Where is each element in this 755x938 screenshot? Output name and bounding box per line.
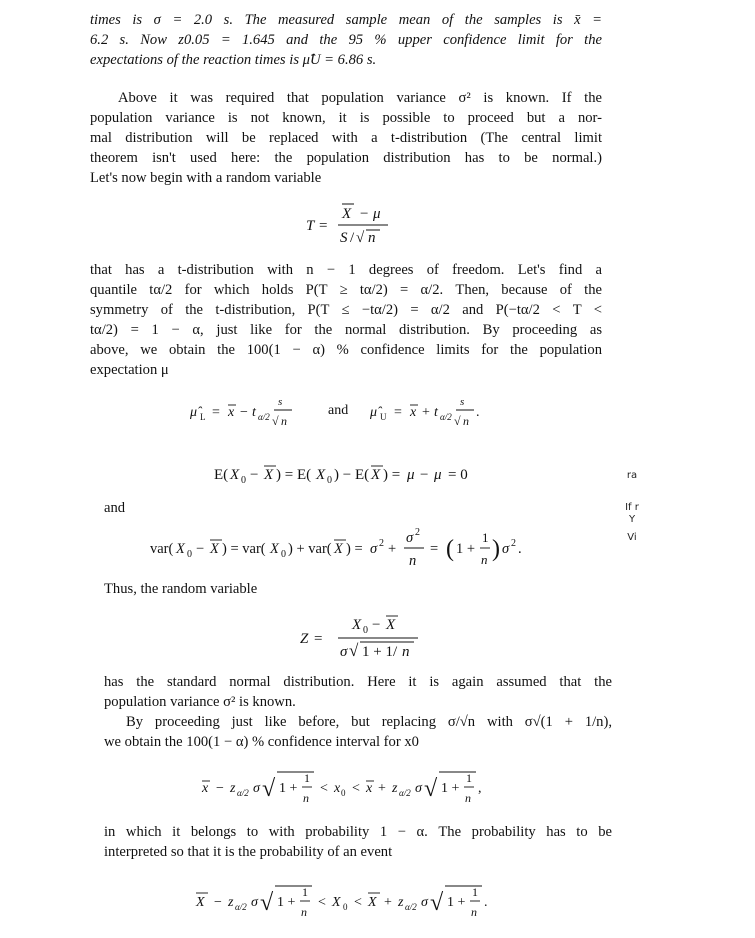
svg-text:=: = [212, 405, 220, 420]
svg-text:+: + [384, 895, 392, 910]
svg-text:0: 0 [341, 788, 346, 798]
svg-text:μ: μ [373, 206, 381, 222]
svg-text:μ: μ [407, 467, 415, 483]
svg-text:2: 2 [415, 527, 420, 538]
text-line: tα/2) = 1 − α, just like for the normal distribution. By proceeding as [90, 322, 602, 338]
svg-text:X: X [264, 467, 274, 483]
equation-interval-X0 [70, 876, 620, 928]
text-line: Let's now begin with a random variable [90, 170, 322, 186]
svg-text:<: < [352, 781, 360, 796]
svg-text:n: n [481, 552, 488, 567]
svg-text:−: − [214, 895, 222, 910]
edge-fragment: Vi [627, 532, 637, 543]
svg-text:X: X [352, 617, 362, 633]
svg-text:√: √ [356, 230, 365, 246]
svg-text:0: 0 [343, 902, 348, 912]
svg-text:=: = [314, 631, 323, 647]
svg-text:√: √ [430, 890, 444, 916]
svg-text:X: X [368, 895, 377, 910]
svg-text:n: n [463, 414, 469, 428]
svg-text:1: 1 [482, 530, 489, 545]
svg-text:−: − [420, 467, 429, 483]
and-text: and [104, 500, 126, 516]
svg-text:=: = [394, 405, 402, 420]
svg-text:X: X [371, 467, 381, 483]
svg-text:α/2: α/2 [235, 902, 247, 912]
svg-text:1: 1 [302, 885, 308, 899]
svg-text:.: . [484, 895, 488, 910]
text-line: By proceeding just like before, but replacing σ/√n with σ√(1 + 1/n), [126, 714, 612, 730]
svg-text:) + var(: ) + var( [288, 541, 332, 557]
text-line: expectations of the reaction times is μ̂U = 6.86 s. [90, 52, 377, 68]
svg-text:0: 0 [187, 549, 192, 560]
svg-text:μ̂: μ̂ [370, 405, 378, 420]
svg-text:1 +: 1 + [456, 541, 476, 557]
svg-text:X: X [332, 895, 341, 910]
t-distribution-paragraph [90, 260, 602, 380]
svg-text:−: − [240, 405, 248, 420]
svg-text:X: X [386, 617, 396, 633]
svg-text:σ: σ [253, 781, 260, 796]
text-line: symmetry of the t-distribution, P(T ≤ −tα/2) = α/2 and P(−tα/2 < T < [90, 302, 602, 318]
svg-text:) − E(: ) − E( [334, 467, 370, 483]
svg-text:L: L [200, 412, 206, 422]
equation-variance [70, 522, 620, 572]
svg-text:σ: σ [415, 781, 422, 796]
text-line: quantile tα/2 for which holds P(T ≥ tα/2) = α/2. Then, because of the [90, 282, 602, 298]
svg-text:1: 1 [466, 771, 472, 785]
svg-text:t: t [434, 405, 438, 420]
svg-text:α/2: α/2 [399, 788, 411, 798]
svg-text:1 +: 1 + [279, 781, 298, 796]
svg-text:and: and [328, 403, 349, 418]
svg-text:x: x [202, 781, 209, 796]
svg-text:n: n [368, 230, 376, 246]
svg-text:μ̂: μ̂ [190, 405, 198, 420]
edge-fragment: ra [626, 470, 638, 481]
svg-text:−: − [250, 467, 259, 483]
svg-text:1 +: 1 + [441, 781, 460, 796]
text-line: 6.2 s. Now z0.05 = 1.645 and the 95 % upper confidence limit for the [90, 32, 602, 48]
svg-text:σ: σ [502, 541, 510, 557]
text-line: mal distribution will be replaced with a t-distribution (The central limit [90, 130, 602, 146]
svg-text:x: x [334, 781, 341, 796]
svg-text:<: < [318, 895, 326, 910]
svg-text:σ: σ [406, 530, 414, 546]
svg-text:α/2: α/2 [440, 412, 452, 422]
svg-text:) = var(: ) = var( [222, 541, 266, 557]
svg-text:) =: ) = [383, 467, 401, 483]
svg-text:1: 1 [472, 885, 478, 899]
svg-text:,: , [478, 781, 482, 796]
svg-text:α/2: α/2 [237, 788, 249, 798]
text-line: interpreted so that it is the probability of an event [104, 844, 393, 860]
equation-t-limits [70, 392, 620, 438]
svg-text:1 +: 1 + [447, 895, 466, 910]
svg-text:n: n [402, 644, 410, 660]
svg-text:−: − [372, 617, 381, 633]
text-line: we obtain the 100(1 − α) % confidence interval for x0 [104, 734, 419, 750]
standard-normal-paragraph [104, 672, 612, 752]
svg-text:X: X [210, 541, 219, 557]
svg-text:x: x [410, 405, 417, 420]
svg-text:U: U [380, 412, 387, 422]
svg-text:) =: ) = [346, 541, 363, 557]
svg-text:X: X [176, 541, 185, 557]
svg-text:<: < [354, 895, 362, 910]
svg-text:X: X [316, 467, 326, 483]
text-line: times is σ = 2.0 s. The measured sample mean of the samples is x̄ = [90, 12, 602, 28]
svg-text:var(: var( [150, 541, 174, 557]
svg-text:t: t [252, 405, 256, 420]
svg-text:z: z [230, 781, 236, 796]
svg-text:s: s [460, 396, 465, 408]
text-line: population variance σ² is known. [104, 694, 296, 710]
svg-text:1 +: 1 + [277, 895, 296, 910]
svg-text:+: + [422, 405, 430, 420]
probability-paragraph [104, 822, 612, 862]
svg-text:α/2: α/2 [258, 412, 270, 422]
text-line: above, we obtain the 100(1 − α) % confidence limits for the population [90, 342, 602, 358]
edge-fragment: Y [628, 514, 636, 525]
svg-text:2: 2 [379, 538, 384, 549]
svg-text:√: √ [272, 414, 279, 428]
svg-text:n: n [281, 414, 287, 428]
svg-text:α/2: α/2 [405, 902, 417, 912]
svg-text:2: 2 [511, 538, 516, 549]
svg-text:) = E(: ) = E( [276, 467, 312, 483]
svg-text:μ: μ [434, 467, 442, 483]
svg-text:/: / [350, 230, 355, 246]
svg-text:−: − [360, 206, 369, 222]
text-line: population variance is not known, it is possible to proceed but a nor- [90, 110, 602, 126]
svg-text:T: T [306, 218, 315, 234]
svg-text:<: < [320, 781, 328, 796]
svg-text:σ: σ [421, 895, 428, 910]
unknown-variance-paragraph [90, 88, 602, 188]
svg-text:X: X [270, 541, 279, 557]
svg-text:−: − [216, 781, 224, 796]
svg-text:+: + [388, 541, 397, 557]
svg-text:.: . [518, 541, 522, 557]
svg-text:): ) [492, 536, 500, 562]
equation-expectation [70, 460, 620, 486]
text-line: in which it belongs to with probability 1 − α. The probability has to be [104, 824, 612, 840]
text-line: expectation μ [90, 362, 169, 378]
intro-paragraph [90, 10, 602, 70]
thus-text: Thus, the random variable [104, 581, 258, 597]
svg-text:x: x [228, 405, 235, 420]
svg-text:X: X [230, 467, 240, 483]
svg-text:1: 1 [304, 771, 310, 785]
svg-text:1 + 1/: 1 + 1/ [362, 644, 398, 660]
svg-text:−: − [196, 541, 205, 557]
svg-text:n: n [465, 791, 471, 805]
svg-text:=: = [430, 541, 439, 557]
svg-text:√: √ [262, 776, 276, 802]
svg-text:=: = [319, 218, 328, 234]
svg-text:0: 0 [327, 475, 332, 486]
text-line: has the standard normal distribution. Here it is again assumed that the [104, 674, 612, 690]
text-line: theorem isn't used here: the population distribution has to be normal.) [90, 150, 602, 166]
text-line: that has a t-distribution with n − 1 degrees of freedom. Let's find a [90, 262, 602, 278]
equation-interval-x0 [70, 762, 620, 812]
svg-text:√: √ [260, 890, 274, 916]
svg-text:n: n [303, 791, 309, 805]
svg-text:z: z [392, 781, 398, 796]
svg-text:X: X [196, 895, 205, 910]
svg-text:(: ( [446, 536, 454, 562]
equation-t-statistic [70, 198, 620, 250]
svg-text:z: z [398, 895, 404, 910]
svg-text:X: X [342, 206, 352, 222]
svg-text:√: √ [454, 414, 461, 428]
svg-text:√: √ [424, 776, 438, 802]
svg-text:+: + [378, 781, 386, 796]
svg-text:E(: E( [214, 467, 229, 483]
svg-text:.: . [476, 405, 480, 420]
svg-text:X: X [334, 541, 343, 557]
svg-text:z: z [228, 895, 234, 910]
svg-text:n: n [471, 905, 477, 919]
svg-text:s: s [278, 396, 283, 408]
text-line: Above it was required that population variance σ² is known. If the [118, 90, 602, 106]
svg-text:n: n [301, 905, 307, 919]
svg-text:0: 0 [241, 475, 246, 486]
svg-text:S: S [340, 230, 348, 246]
equation-z-statistic [70, 612, 620, 664]
svg-text:Z: Z [300, 631, 309, 647]
svg-text:n: n [409, 553, 417, 569]
svg-text:= 0: = 0 [448, 467, 468, 483]
svg-text:x: x [366, 781, 373, 796]
svg-text:0: 0 [363, 625, 368, 636]
edge-fragment: If r [625, 502, 639, 513]
svg-text:0: 0 [281, 549, 286, 560]
svg-text:√: √ [349, 641, 359, 660]
svg-text:σ: σ [340, 644, 348, 660]
svg-text:σ: σ [370, 541, 378, 557]
svg-text:σ: σ [251, 895, 258, 910]
